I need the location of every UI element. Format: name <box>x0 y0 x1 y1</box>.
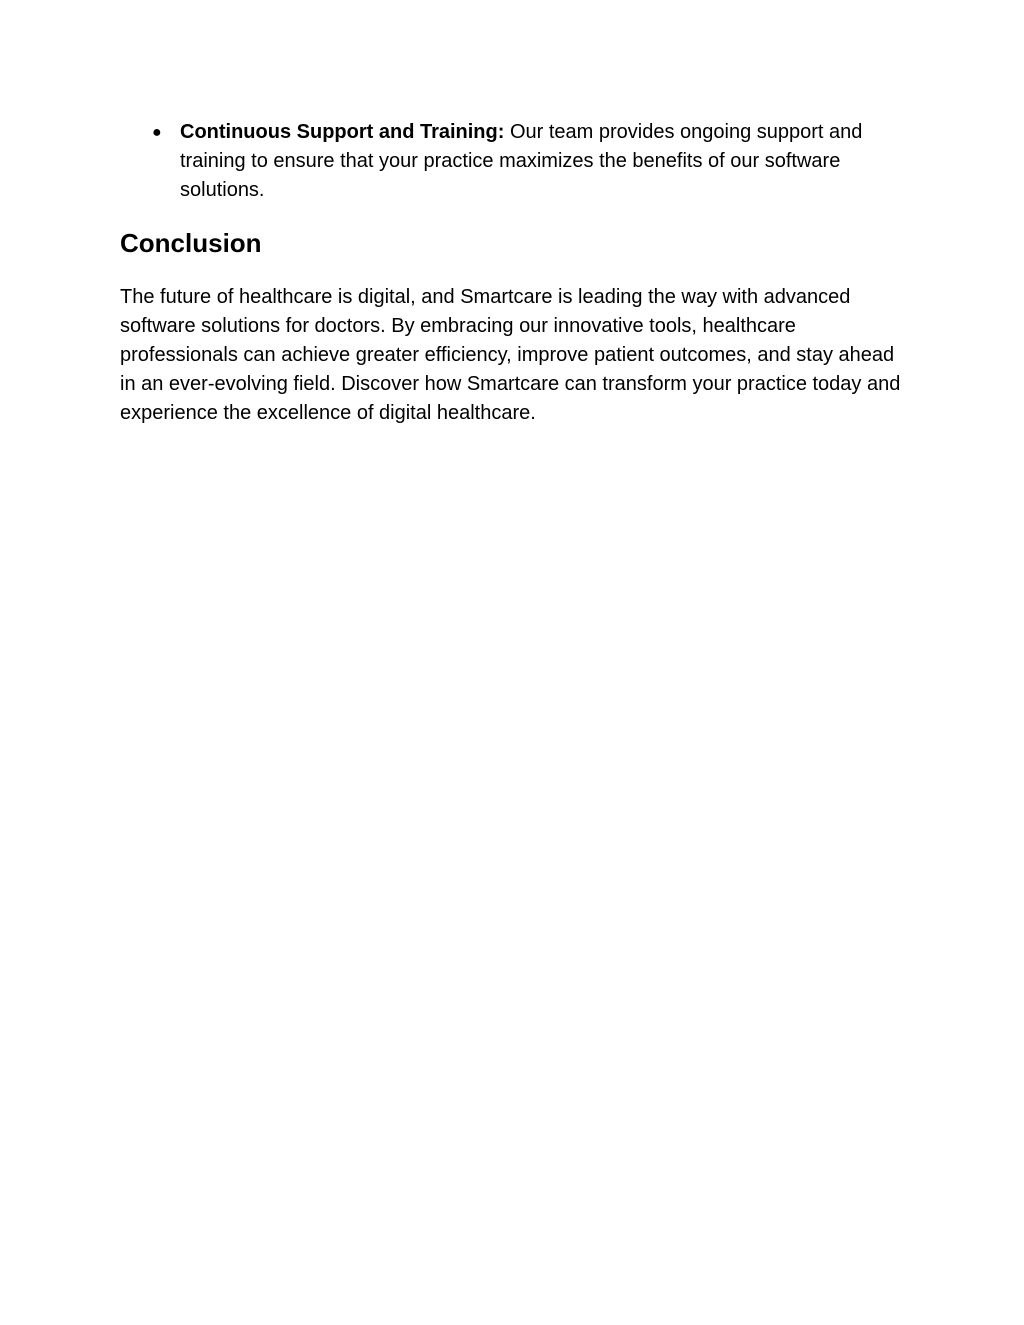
bullet-text: Our team provides ongoing support and training to ensure that your practice maximizes the benefits of our software solutions. <box>180 121 863 201</box>
conclusion-heading: Conclusion <box>120 228 262 258</box>
conclusion-paragraph: The future of healthcare is digital, and Smartcare is leading the way with advanced software solutions for doctors. By embracing our innovative tools, healthcare professionals can achieve greater efficiency, improve patient outcomes, and stay ahead in an ever-evolving field. Discover how Smartcare can transform your practice today and experience the excellence of digital healthcare. <box>120 286 901 424</box>
bullet-icon: ● <box>152 124 162 141</box>
bullet-label: Continuous Support and Training: <box>180 121 505 143</box>
list-item <box>120 118 910 205</box>
feature-bullet-list <box>120 118 910 205</box>
document-content <box>120 118 910 428</box>
